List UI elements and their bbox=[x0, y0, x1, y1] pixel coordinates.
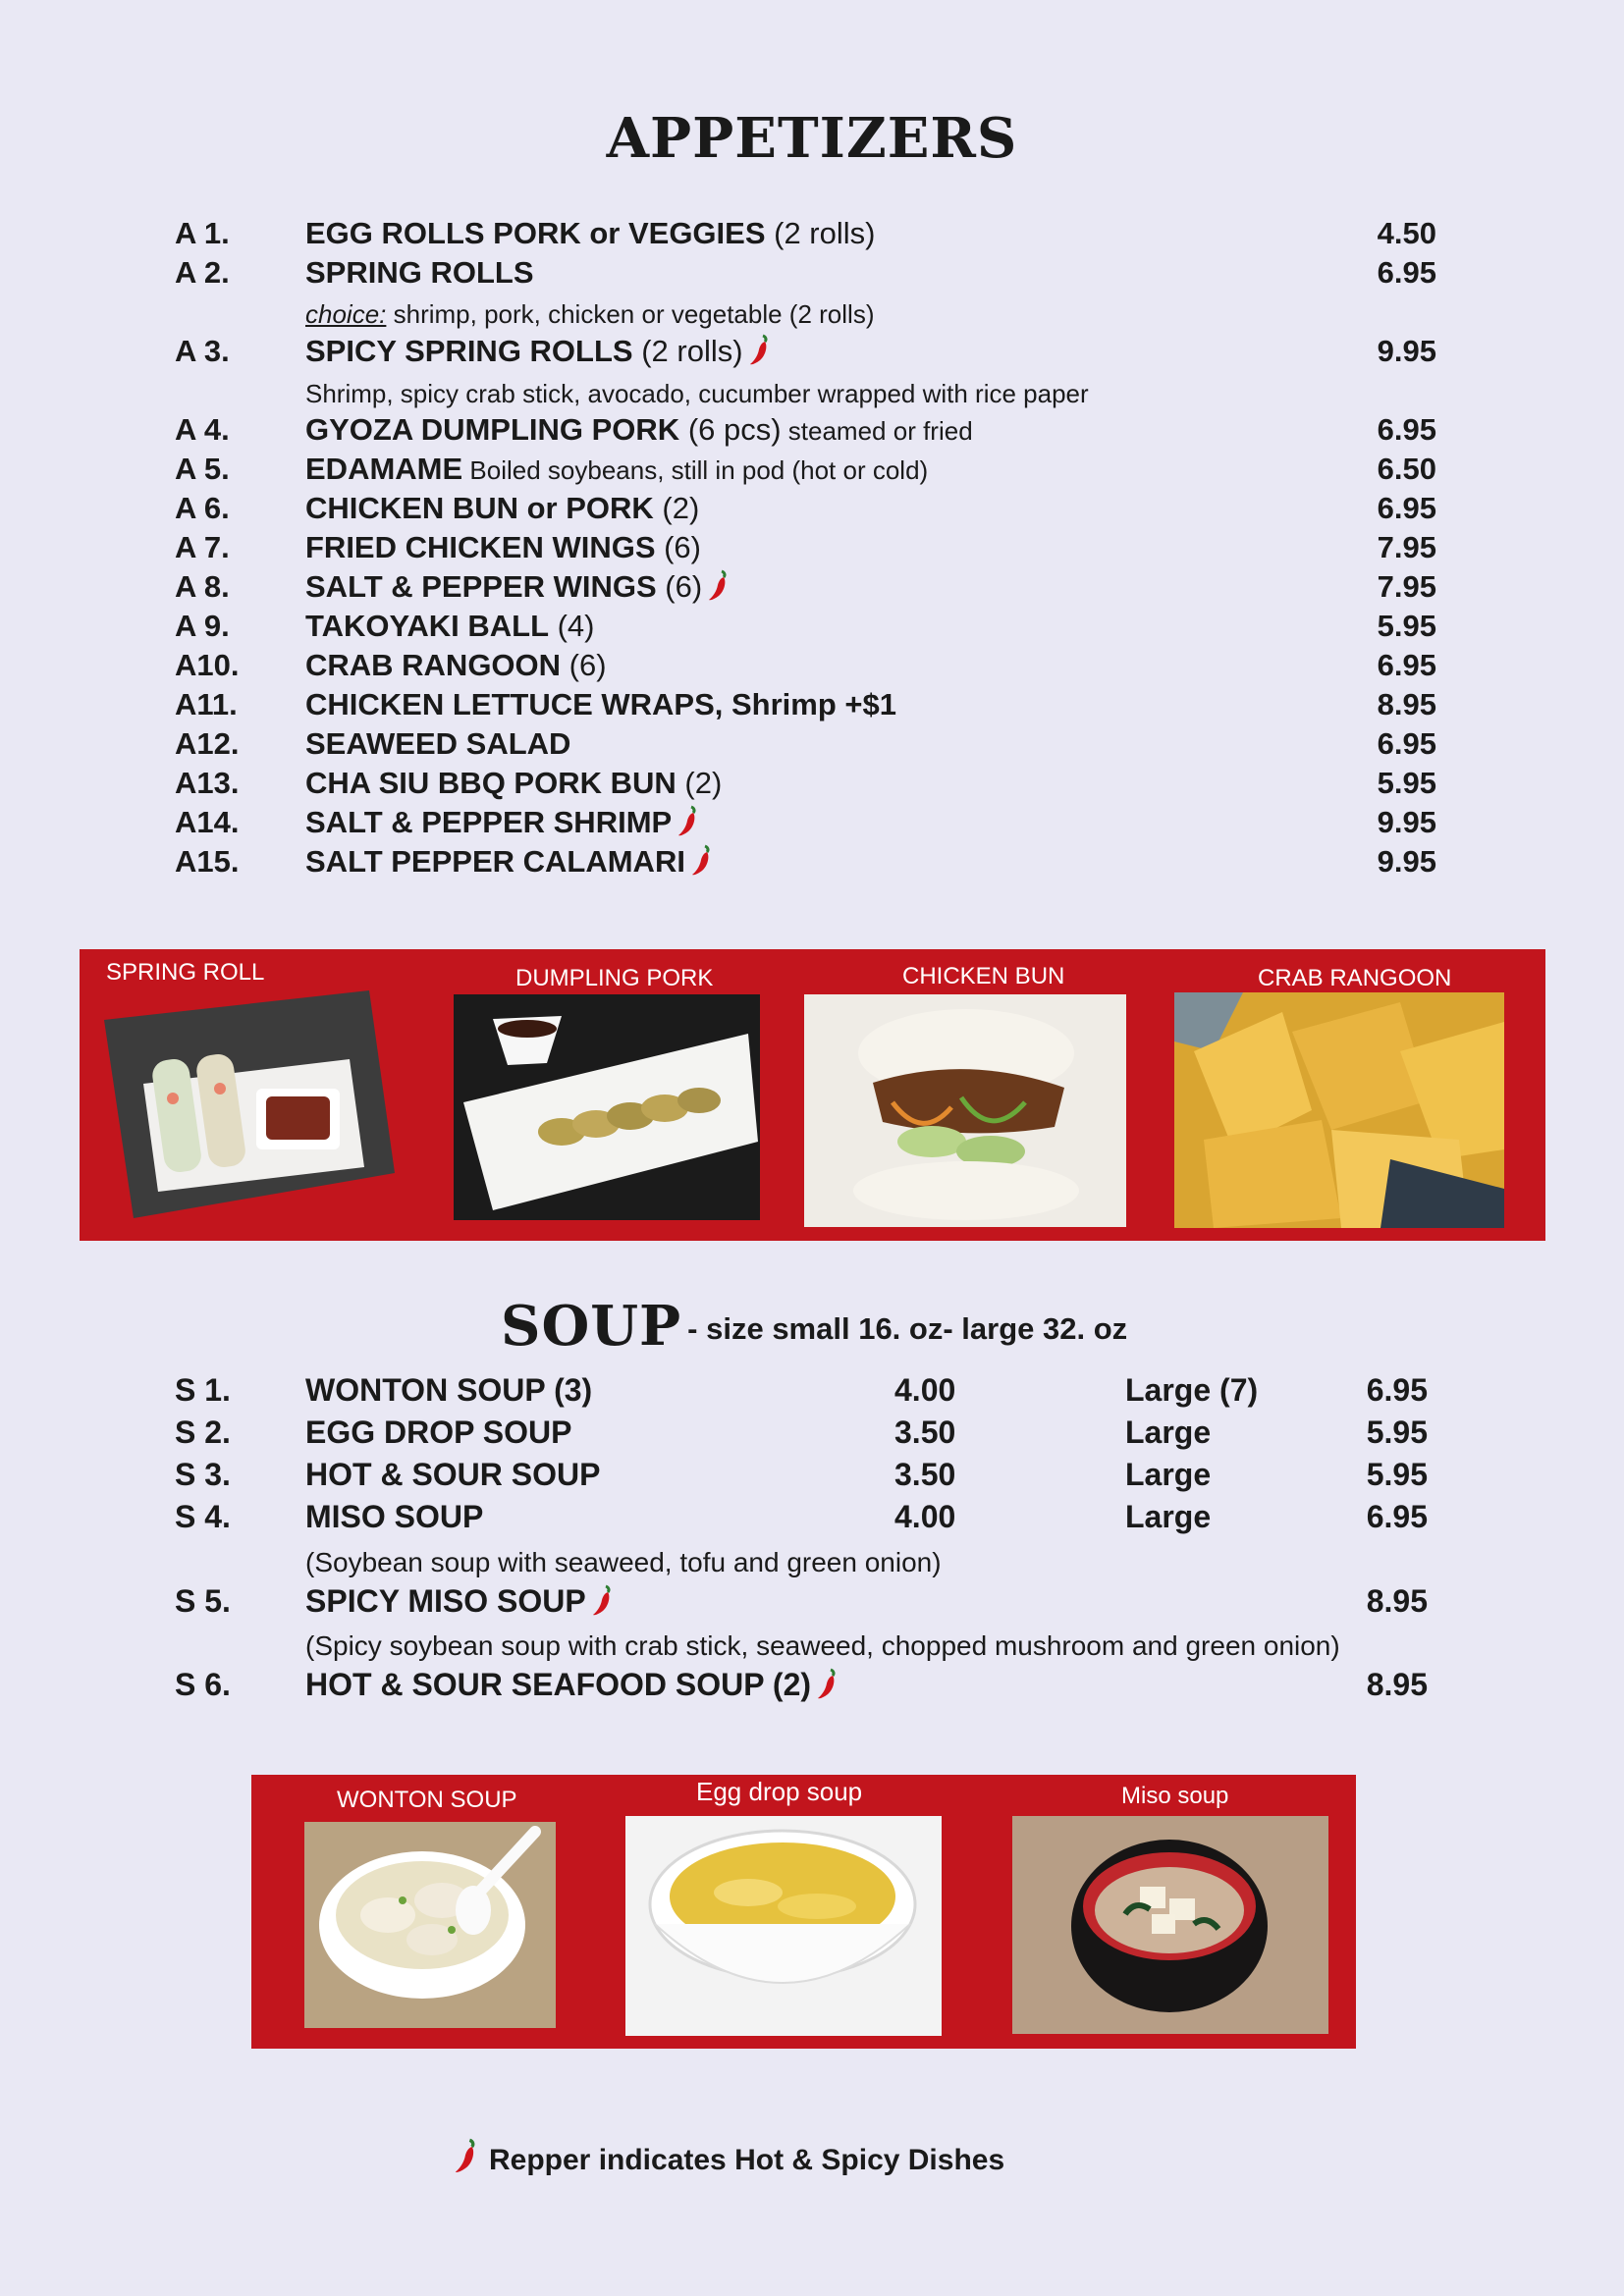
item-code: A13. bbox=[175, 766, 240, 800]
soup-photo-band bbox=[251, 1775, 1356, 2049]
soup-item-s6: S 6. HOT & SOUR SEAFOOD SOUP (2) 8.95 bbox=[175, 1667, 1428, 1702]
item-name: SPICY SPRING ROLLS (2 rolls) bbox=[305, 334, 771, 369]
menu-item-a6 bbox=[0, 491, 1624, 530]
photo-caption: CRAB RANGOON bbox=[1258, 965, 1452, 991]
menu-item-a3 bbox=[0, 334, 1624, 373]
pepper-icon bbox=[749, 334, 771, 367]
item-price: 6.95 bbox=[1377, 491, 1436, 525]
item-description: Shrimp, spicy crab stick, avocado, cucumber wrapped with rice paper bbox=[305, 379, 1089, 408]
item-name: SALT & PEPPER WINGS (6) bbox=[305, 569, 730, 605]
egg-drop-soup-photo bbox=[625, 1816, 942, 2036]
item-code: A15. bbox=[175, 844, 240, 879]
photo-caption: DUMPLING PORK bbox=[515, 965, 714, 991]
photo-caption: Miso soup bbox=[1121, 1783, 1229, 1809]
item-code: A 7. bbox=[175, 530, 230, 564]
menu-item-a11 bbox=[0, 687, 1624, 726]
item-name: SALT PEPPER CALAMARI bbox=[305, 844, 713, 880]
item-price: 5.95 bbox=[1377, 609, 1436, 643]
item-price: 5.95 bbox=[1377, 766, 1436, 800]
item-code: A 4. bbox=[175, 412, 230, 447]
pepper-icon bbox=[708, 569, 730, 603]
item-name: SPRING ROLLS bbox=[305, 255, 534, 290]
photo-caption: SPRING ROLL bbox=[106, 959, 265, 986]
item-price: 6.95 bbox=[1377, 726, 1436, 761]
item-name: CHA SIU BBQ PORK BUN (2) bbox=[305, 766, 723, 800]
item-price: 4.50 bbox=[1377, 216, 1436, 250]
item-name: CHICKEN LETTUCE WRAPS, Shrimp +$1 bbox=[305, 687, 896, 721]
menu-item-a14 bbox=[0, 805, 1624, 844]
wonton-soup-photo bbox=[304, 1822, 556, 2028]
photo-caption: CHICKEN BUN bbox=[902, 963, 1065, 989]
item-name: FRIED CHICKEN WINGS (6) bbox=[305, 530, 701, 564]
soup-title: SOUP - size small 16. oz- large 32. oz bbox=[501, 1294, 1128, 1359]
appetizers-title: APPETIZERS bbox=[606, 106, 1018, 171]
menu-item-a15 bbox=[0, 844, 1624, 883]
item-price: 7.95 bbox=[1377, 569, 1436, 604]
soup-item-s4: S 4. MISO SOUP 4.00 Large 6.95 bbox=[175, 1499, 1428, 1534]
item-code: A12. bbox=[175, 726, 240, 761]
item-price: 6.95 bbox=[1377, 412, 1436, 447]
menu-item-a7 bbox=[0, 530, 1624, 569]
menu-item-a2 bbox=[0, 255, 1624, 294]
item-name: CRAB RANGOON (6) bbox=[305, 648, 607, 682]
pepper-icon bbox=[592, 1584, 614, 1618]
item-code: A 2. bbox=[175, 255, 230, 290]
item-code: A 6. bbox=[175, 491, 230, 525]
menu-item-a5 bbox=[0, 452, 1624, 491]
menu-item-a12 bbox=[0, 726, 1624, 766]
item-code: A 3. bbox=[175, 334, 230, 368]
soup-item-s2: S 2. EGG DROP SOUP 3.50 Large 5.95 bbox=[175, 1415, 1428, 1450]
menu-item-a9 bbox=[0, 609, 1624, 648]
menu-item-a1 bbox=[0, 216, 1624, 255]
item-code: A 9. bbox=[175, 609, 230, 643]
item-price: 7.95 bbox=[1377, 530, 1436, 564]
item-name: CHICKEN BUN or PORK (2) bbox=[305, 491, 700, 525]
item-code: A 1. bbox=[175, 216, 230, 250]
item-code: A 8. bbox=[175, 569, 230, 604]
item-price: 9.95 bbox=[1377, 805, 1436, 839]
spicy-legend: Repper indicates Hot & Spicy Dishes bbox=[454, 2138, 1004, 2177]
menu-item-a13 bbox=[0, 766, 1624, 805]
item-price: 6.95 bbox=[1377, 255, 1436, 290]
menu-item-a4 bbox=[0, 412, 1624, 452]
item-price: 6.95 bbox=[1377, 648, 1436, 682]
chicken-bun-photo bbox=[804, 994, 1126, 1227]
item-price: 8.95 bbox=[1377, 687, 1436, 721]
item-description: choice: shrimp, pork, chicken or vegetable (2 rolls) bbox=[305, 299, 875, 329]
item-price: 9.95 bbox=[1377, 334, 1436, 368]
menu-item-a8 bbox=[0, 569, 1624, 609]
item-name: SEAWEED SALAD bbox=[305, 726, 571, 761]
miso-soup-photo bbox=[1012, 1816, 1328, 2034]
item-code: A10. bbox=[175, 648, 240, 682]
soup-description: (Spicy soybean soup with crab stick, seaweed, chopped mushroom and green onion) bbox=[305, 1630, 1340, 1661]
item-name: TAKOYAKI BALL (4) bbox=[305, 609, 595, 643]
pepper-icon bbox=[817, 1668, 839, 1701]
dumpling-pork-photo bbox=[454, 994, 760, 1220]
item-price: 9.95 bbox=[1377, 844, 1436, 879]
soup-item-s3: S 3. HOT & SOUR SOUP 3.50 Large 5.95 bbox=[175, 1457, 1428, 1492]
soup-item-s5: S 5. SPICY MISO SOUP 8.95 bbox=[175, 1583, 1428, 1619]
photo-caption: Egg drop soup bbox=[696, 1777, 863, 1806]
pepper-icon bbox=[677, 805, 699, 838]
pepper-icon bbox=[454, 2138, 479, 2175]
item-name: GYOZA DUMPLING PORK (6 pcs) steamed or fried bbox=[305, 412, 973, 447]
soup-description: (Soybean soup with seaweed, tofu and green onion) bbox=[305, 1547, 942, 1577]
spring-roll-photo bbox=[104, 990, 399, 1221]
item-code: A11. bbox=[175, 687, 238, 721]
menu-item-a10 bbox=[0, 648, 1624, 687]
item-code: A 5. bbox=[175, 452, 230, 486]
item-price: 6.50 bbox=[1377, 452, 1436, 486]
soup-item-s1: S 1. WONTON SOUP (3) 4.00 Large (7) 6.95 bbox=[175, 1372, 1428, 1408]
item-name: EGG ROLLS PORK or VEGGIES (2 rolls) bbox=[305, 216, 876, 250]
item-name: EDAMAME Boiled soybeans, still in pod (hot or cold) bbox=[305, 452, 929, 486]
item-name: SALT & PEPPER SHRIMP bbox=[305, 805, 699, 840]
photo-caption: WONTON SOUP bbox=[337, 1787, 517, 1813]
pepper-icon bbox=[691, 844, 713, 878]
crab-rangoon-photo bbox=[1174, 992, 1504, 1228]
item-code: A14. bbox=[175, 805, 240, 839]
appetizer-photo-band bbox=[80, 949, 1545, 1241]
